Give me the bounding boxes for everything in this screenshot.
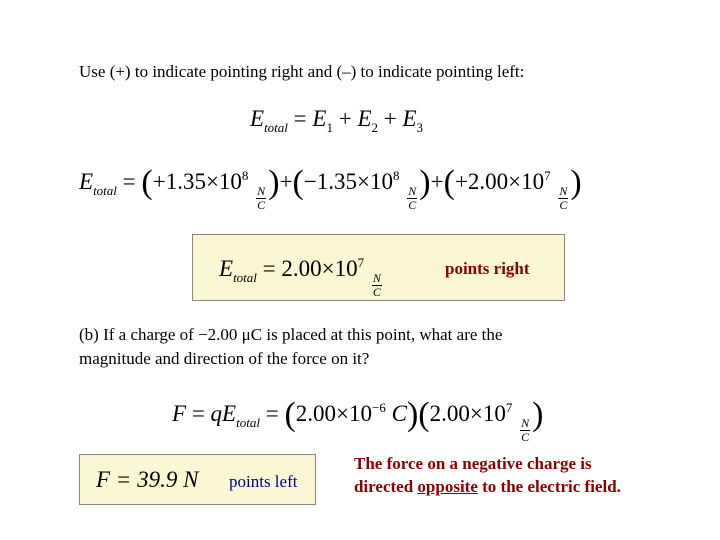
conclusion-line-1: The force on a negative charge is [354,454,592,473]
part-b-line-1: (b) If a charge of −2.00 μC is placed at this point, what are the [79,325,503,344]
equation-force: $F = qE_{total} = (2.00\times 10^{-6}$ $C)(2.00\times 10^7$ $\frac{N}{C}$ ) [172,396,544,444]
result-equation: $E_{total} = 2.00\times 10^7$ $\frac{N}{C}$ [219,255,381,299]
force-box [79,454,316,505]
result-box [192,234,565,301]
result-direction: points right [445,259,530,278]
conclusion-emphasis: opposite [417,477,478,496]
force-equation: F = 39.9 N [96,467,199,492]
equation-total-sum: $E_{total} = E_1 + E_2 + E_3$ [250,106,424,135]
conclusion-line-2: directed opposite to the electric field. [354,477,621,496]
conclusion-text [354,452,621,498]
equation-field-values: $E_{total} = (+1.35\times 10^8$ $\frac{N}{C}$ )$+(-1.35\times 10^8$ $\frac{N}{C}$ )$+(+2.00\times 10^7$ $\frac{N}{C}$ ) [79,164,582,212]
intro-text: Use (+) to indicate pointing right and (–) to indicate pointing left: [79,62,525,81]
part-b-line-2: magnitude and direction of the force on it? [79,349,370,368]
force-direction: points left [229,472,298,491]
